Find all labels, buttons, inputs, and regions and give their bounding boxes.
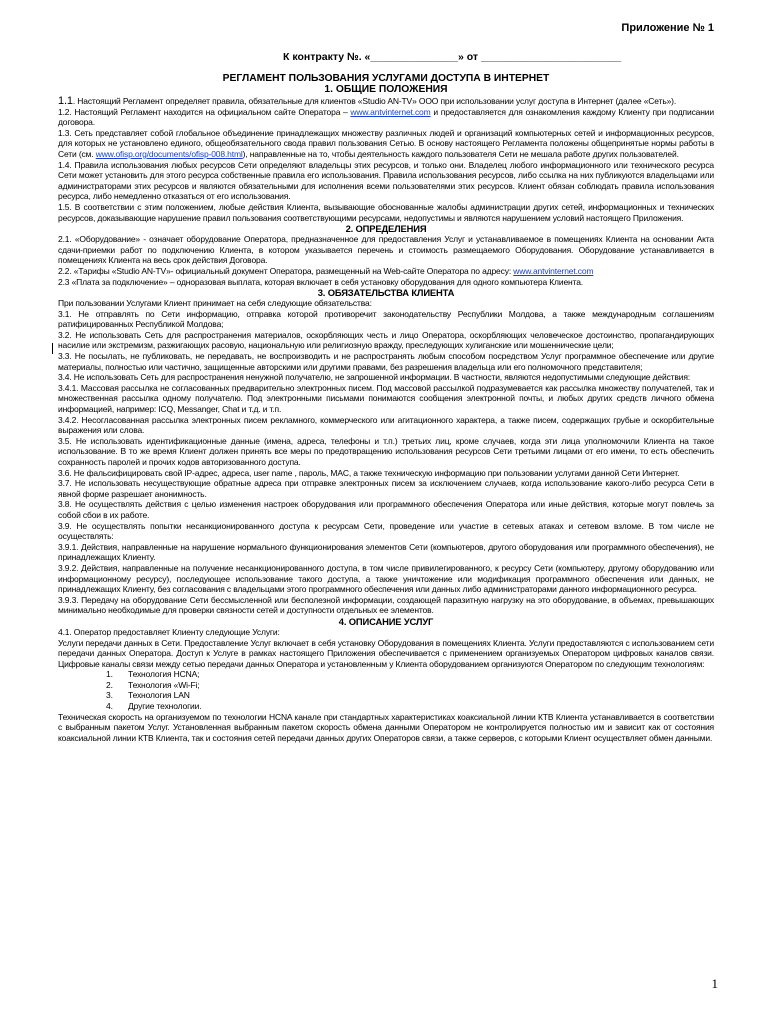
paragraph-3-3: 3.3. Не посылать, не публиковать, не передавать, не воспроизводить и не распространять любым способом посредством Услуг программное обеспечение или другие материалы, полностью или частично, защищенные авторскими или другими правами, без разрешения владельца или его полномочного представителя; <box>58 351 714 372</box>
list-item <box>58 669 714 680</box>
tariffs-link[interactable]: www.antvinternet.com <box>513 265 594 276</box>
paragraph-number: 1.1 <box>58 95 73 107</box>
document-body <box>58 96 714 743</box>
list-number: 2. <box>106 679 113 690</box>
paragraph-2-1: 2.1. «Оборудование» - означает оборудование Оператора, предназначенное для предоставления Услуг и устанавливаемое в помещениях Клиента на основании Акта сдачи-приемки работ по подключению Клиента, в котором указывается перечень и стоимость размещаемого Оборудования. Оборудование устанавливается в помещениях Клиента на весь срок действия Договора. <box>58 234 714 266</box>
paragraph-4-1: 4.1. Оператор предоставляет Клиенту следующие Услуги: <box>58 626 280 637</box>
paragraph-1-1 <box>58 96 714 107</box>
paragraph-2-3: 2.3 «Плата за подключение» – одноразовая выплата, которая включает в себя установку оборудования для одного компьютера Клиента. <box>58 276 584 287</box>
paragraph-4-speed: Техническая скорость на организуемом по технологии HCNA канале при стандартных характеристиках коаксиальной линии КТВ Клиента устанавливается в соответствии с выбранным пакетом Услуг. Установленная выбранным пакетом скорость обмена данными Оператором не контролируется полностью им и зависит как от состояния коаксиальной линии КТВ Клиента, так и состояния сетей передачи данных других Операторов связи, а также серверов, с которыми Клиент осуществляет обмен данными. <box>58 711 714 743</box>
section-heading-obligations: 3. ОБЯЗАТЕЛЬСТВА КЛИЕНТА <box>317 287 455 299</box>
paragraph-text: и предоставляется для ознакомления каждому Клиенту при подписании договора. <box>58 106 714 128</box>
list-item <box>58 690 714 701</box>
text-cursor <box>52 343 53 354</box>
paragraph-1-5: 1.5. В соответствии с этим положением, любые действия Клиента, вызывающие обоснованные жалобы администрации других сетей, информационных и технических ресурсов, доказывающие нарушение правил пользования соответствующими ресурсами, недопустимы и являются нарушением условий настоящего Приложения. <box>58 201 714 223</box>
section-heading-services: 4. ОПИСАНИЕ УСЛУГ <box>338 615 434 627</box>
section-heading-definitions: 2. ОПРЕДЕЛЕНИЯ <box>345 223 427 235</box>
page-number: 1 <box>711 976 718 991</box>
list-text: Технология HCNA; <box>128 669 200 680</box>
paragraph-3-4-2: 3.4.2. Несогласованная рассылка электронных писем рекламного, коммерческого или агитационного характера, а также писем, содержащих грубые и оскорбительные выражения или слова. <box>58 414 714 436</box>
paragraph-3-5: 3.5. Не использовать идентификационные данные (имена, адреса, телефоны и т.п.) третьих лиц, кроме случаев, когда эти лица уполномочили Клиента на такое использование. В то же время Клиент должен принять все меры по предотвращению использования ресурсов Сети третьими лицами от его имени, то есть обеспечить сохранность паролей и прочих кодов авторизованного доступа. <box>58 435 714 467</box>
paragraph-4-services: Услуги передачи данных в Сети. Предоставление Услуг включает в себя установку Оборудования в помещениях Клиента. Услуги предоставляются с использованием сети передачи данных Оператора. Доступ к Услуге в рамках настоящего Приложения обеспечивается с применением организуемых Оператором цифровых каналов связи. Цифровые каналы связи между сетью передачи данных Оператора и установленным у Клиента оборудованием организуются Оператором по следующим технологиям: <box>58 637 714 669</box>
list-text: Другие технологии. <box>128 701 202 712</box>
paragraph-3-9: 3.9. Не осуществлять попытки несанкционированного доступа к ресурсам Сети, проведение или участие в сетевых атаках и сетевом взломе. В том числе не осуществлять: <box>58 520 714 542</box>
paragraph-3-intro: При пользовании Услугами Клиент принимает на себя следующие обязательства: <box>58 298 372 309</box>
paragraph-text: 1.3. Сеть представляет собой глобальное объединение принадлежащих множеству различных людей и организаций компьютерных сетей и информационных ресурсов, для которых не установлено единого, общеобязательного свода правил пользования Сетью. В основу настоящего Регламента положены общепринятые нормы работы в Сети (см. <box>58 127 714 159</box>
paragraph-3-9-2: 3.9.2. Действия, направленные на получение несанкционированного доступа, в том числе привилегированного, к ресурсу Сети (компьютеру, другому оборудованию или информационному ресурсу), последующее использование такого доступа, а также уничтожение или модификация программного обеспечения или данных, не принадлежащих Клиенту, без согласования с владельцами этого программного обеспечения или данных либо администраторами данного информационного ресурса. <box>58 562 714 595</box>
list-number: 4. <box>106 701 113 712</box>
paragraph-3-2: 3.2. Не использовать Сеть для распространения материалов, оскорбляющих честь и лицо Оператора, оскорбляющих человеческое достоинство, пропагандирующих насилие или экстремизм, разжигающих расовую, национальную или религиозную вражду, преследующих хулиганские или мошеннические цели; <box>58 329 714 351</box>
paragraph-3-4-1: 3.4.1. Массовая рассылка не согласованных предварительно электронных писем. Под массовой рассылкой подразумевается как рассылка множеству получателей, так и множественная рассылка одному получателю. Под электронными письмами понимаются сообщения электронной почты, и любых других средств личного обмена информацией, например: ICQ, Messanger, Chat и т.д. и т.п. <box>58 382 714 415</box>
paragraph-2-2 <box>58 266 714 277</box>
paragraph-1-2 <box>58 107 714 128</box>
paragraph-3-7: 3.7. Не использовать несуществующие обратные адреса при отправке электронных писем за исключением случаев, когда использование какого-либо ресурса Сети в явной форме разрешает анонимность. <box>58 478 714 499</box>
contract-line: К контракту №. «_______________» от ________________________ <box>283 51 622 63</box>
list-number: 3. <box>106 690 113 701</box>
website-link[interactable]: www.antvinternet.com <box>350 106 431 117</box>
list-number: 1. <box>106 669 113 680</box>
paragraph-text: . Настоящий Регламент определяет правила, обязательные для клиентов «Studio AN-TV» ООО при использовании услуг доступа в Интернет (далее «Сеть»). <box>72 96 677 106</box>
paragraph-3-6: 3.6. Не фальсифицировать свой IP-адрес, адреса, user name , пароль, MAC, а также техническую информацию при пользовании услугами данной Сети Интернет. <box>58 467 680 478</box>
paragraph-text: 2.2. «Тарифы «Studio AN-TV»- официальный документ Оператора, размещенный на Web-сайте Оператора по адресу: <box>58 265 514 276</box>
paragraph-3-8: 3.8. Не осуществлять действия с целью изменения настроек оборудования или программного обеспечения Оператора или иные действия, которые могут повлечь за собой сбои в их работе. <box>58 499 714 520</box>
regulation-title: РЕГЛАМЕНТ ПОЛЬЗОВАНИЯ УСЛУГАМИ ДОСТУПА В ИНТЕРНЕТ <box>222 73 550 84</box>
paragraph-3-9-3: 3.9.3. Передачу на оборудование Сети бессмысленной или бесполезной информации, создающей паразитную нагрузку на это оборудование, в объемах, превышающих минимально необходимые для проверки связности сетей и доступности отдельных ее элементов. <box>58 594 714 616</box>
paragraph-text: ), направленные на то, чтобы деятельность каждого пользователя Сети не мешала работе других пользователей. <box>242 148 679 159</box>
paragraph-text: 1.2. Настоящий Регламент находится на официальном сайте Оператора – <box>58 106 351 117</box>
paragraph-3-4: 3.4. Не использовать Сеть для распространения ненужной получателю, не запрошенной информации. В частности, являются недопустимыми следующие действия: <box>58 372 691 383</box>
paragraph-1-3 <box>58 128 714 160</box>
list-text: Технология «Wi-Fi; <box>128 679 200 690</box>
list-item <box>58 680 714 691</box>
appendix-label: Приложение № 1 <box>621 22 714 34</box>
document-title <box>58 73 714 95</box>
ofisp-link[interactable]: www.ofisp.org/documents/ofisp-008.html <box>95 148 243 159</box>
list-text: Технология LAN <box>128 690 190 701</box>
paragraph-3-9-1: 3.9.1. Действия, направленные на нарушение нормального функционирования элементов Сети (компьютеров, другого оборудования или программного обеспечения), не принадлежащих Клиенту. <box>58 541 714 563</box>
paragraph-1-4: 1.4. Правила использования любых ресурсов Сети определяют владельцы этих ресурсов, и только они. Владелец любого информационного или технического ресурса Сети может установить для этого ресурса собственные правила его использования. Правила использования ресурсов, либо ссылка на них публикуются владельцами или администраторами этих ресурсов и являются обязательными для исполнения всеми пользователями этих ресурсов. Клиент обязан соблюдать правила использования ресурса, либо немедленно отказаться от его использования. <box>58 159 714 202</box>
paragraph-3-1: 3.1. Не отправлять по Сети информацию, отправка которой противоречит законодательству Республики Молдова, а также международным соглашениям ратифицированных Республикой Молдова; <box>58 308 714 330</box>
section-heading-general: 1. ОБЩИЕ ПОЛОЖЕНИЯ <box>324 84 448 95</box>
list-item <box>58 701 714 712</box>
